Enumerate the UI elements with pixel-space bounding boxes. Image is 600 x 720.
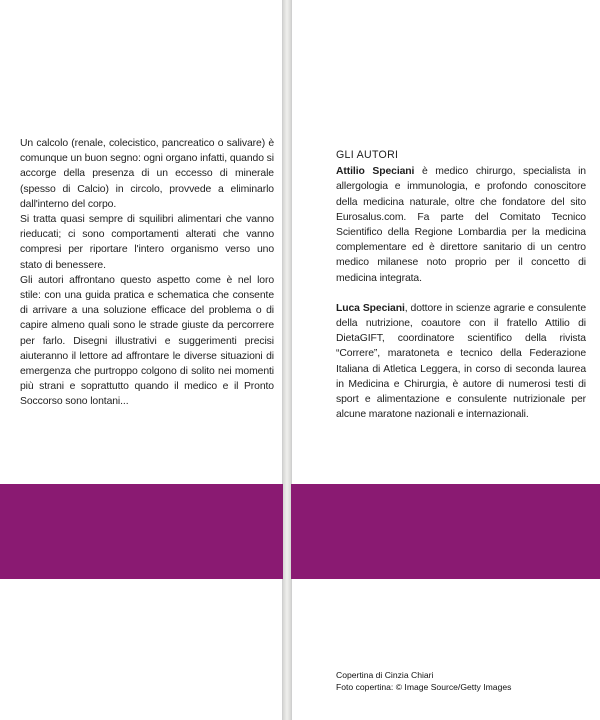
authors-heading: GLI AUTORI — [336, 149, 399, 161]
purple-band-right — [291, 484, 600, 579]
cover-designer-credit: Copertina di Cinzia Chiari — [336, 670, 434, 680]
blurb-paragraph: Gli autori affrontano questo aspetto come è nel loro stile: con una guida pratica e schematica che consente di arrivare a una soluzione efficace del problema o di capire almeno quali sono le strade giuste da percorrere per farlo. Disegni illustrativi e suggerimenti precisi aiuteranno il lettore ad affrontare le diverse situazioni di emergenza che purtroppo colgono di solito nei momenti più strani e soprattutto quando il medico e il Pronto Soccorso sono lontani... — [20, 274, 274, 408]
author-bio-text: è medico chirurgo, specialista in allergologia e immunologia, e profondo conoscitore della medicina naturale, oltre che fondatore del sito Eurosalus.com. Fa parte del Comitato Tecnico Scientifico della Regione Lombardia per la medicina complementare ed è direttore sanitario di un centro medico milanese noto proprio per il concetto di medicina integrata. — [336, 166, 586, 284]
authors-section — [336, 148, 586, 422]
cover-credits — [336, 669, 591, 693]
author-bio-attilio — [336, 164, 586, 286]
author-name-attilio: Attilio Speciani — [336, 166, 415, 178]
author-bio-luca — [336, 301, 586, 423]
author-bio-text: , dottore in scienze agrarie e consulente della nutrizione, coautore con il fratello Attilio di DietaGIFT, coordinatore scientifico della rivista “Correre”, maratoneta e tecnico della Federazione Italiana di Atletica Leggera, in corso di seconda laurea in Medicina e Chirurgia, è autore di numerosi testi di sport e alimentazione e consulente nutrizionale per alcune maratone nazionali e internazionali. — [336, 302, 586, 421]
fold-gutter — [283, 0, 291, 720]
purple-band-left — [0, 484, 283, 579]
blurb-paragraph: Si tratta quasi sempre di squilibri alimentari che vanno rieducati; ci sono comportamenti alterati che vanno compresi per riportare l'intero organismo verso uno stato di benessere. — [20, 214, 274, 271]
author-name-luca: Luca Speciani — [336, 302, 405, 314]
cover-photo-credit: Foto copertina: © Image Source/Getty Images — [336, 682, 512, 692]
book-blurb — [20, 136, 274, 410]
blurb-paragraph: Un calcolo (renale, colecistico, pancreatico o salivare) è comunque un buon segno: ogni organo infatti, quando si accorge della presenza di un eccesso di minerale (spesso di Calcio) in circolo, provvede a eliminarlo dall'interno del corpo. — [20, 138, 274, 210]
